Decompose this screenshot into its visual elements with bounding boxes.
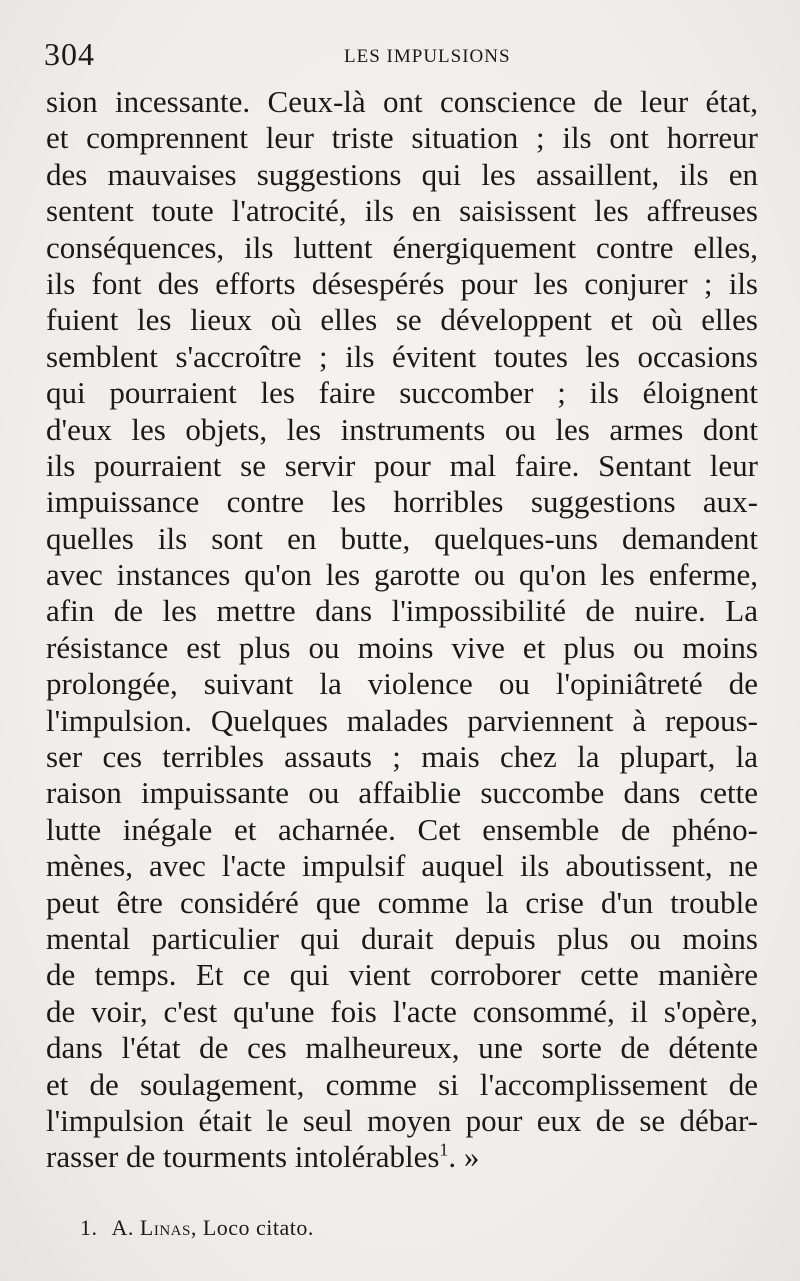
text-line: sentent toute l'atrocité, ils en saisissent les affreuses <box>46 193 758 229</box>
text-line: l'impulsion. Quelques malades parviennent à repous- <box>46 702 758 738</box>
text-line: ils pourraient se servir pour mal faire. Sentant leur <box>46 447 758 483</box>
text-line: ser ces terribles assauts ; mais chez la plupart, la <box>46 739 758 775</box>
footnote <box>80 1215 314 1241</box>
text-line: d'eux les objets, les instruments ou les armes dont <box>46 411 758 447</box>
text-line: conséquences, ils luttent énergiquement contre elles, <box>46 229 758 265</box>
text-line: prolongée, suivant la violence ou l'opiniâtreté de <box>46 666 758 702</box>
closing-quote: . » <box>448 1139 480 1175</box>
footnote-reference[interactable]: 1 <box>439 1140 449 1160</box>
text-line: quelles ils sont en butte, quelques-uns demandent <box>46 520 758 556</box>
page-header <box>44 30 756 80</box>
body-text <box>46 84 758 1176</box>
text-line: dans l'état de ces malheureux, une sorte de détente <box>46 1030 758 1066</box>
footnote-text: Loco citato. <box>202 1215 314 1240</box>
text-line: sion incessante. Ceux-là ont conscience de leur état, <box>46 84 758 119</box>
page-number: 304 <box>44 36 95 72</box>
text-line: semblent s'accroître ; ils évitent toutes les occasions <box>46 338 758 374</box>
text-line: résistance est plus ou moins vive et plus ou moins <box>46 629 758 665</box>
text-line: mental particulier qui durait depuis plus ou moins <box>46 920 758 956</box>
text-line: raison impuissante ou affaiblie succombe dans cette <box>46 775 758 811</box>
text-line: des mauvaises suggestions qui les assaillent, ils en <box>46 156 758 192</box>
text-line: mènes, avec l'acte impulsif auquel ils aboutissent, ne <box>46 848 758 884</box>
text-line: ils font des efforts désespérés pour les conjurer ; ils <box>46 265 758 301</box>
text-line: fuient les lieux où elles se développent et où elles <box>46 302 758 338</box>
text-line: avec instances qu'on les garotte ou qu'on les enferme, <box>46 557 758 593</box>
text-line: lutte inégale et acharnée. Cet ensemble de phéno- <box>46 811 758 847</box>
text-line: afin de les mettre dans l'impossibilité de nuire. La <box>46 593 758 629</box>
text-line: et comprennent leur triste situation ; ils ont horreur <box>46 120 758 156</box>
footnote-number: 1. <box>80 1215 98 1240</box>
running-title: LES IMPULSIONS <box>344 46 511 67</box>
text-line: de temps. Et ce qui vient corroborer cette manière <box>46 957 758 993</box>
text-line: qui pourraient les faire succomber ; ils éloignent <box>46 375 758 411</box>
text-line: et de soulagement, comme si l'accomplissement de <box>46 1066 758 1102</box>
footnote-author: A. Linas, <box>111 1215 197 1240</box>
text-line-last <box>46 1139 758 1175</box>
text-line: l'impulsion était le seul moyen pour eux de se débar- <box>46 1102 758 1138</box>
last-line-text: rasser de tourments intolérables <box>46 1139 440 1175</box>
text-line: peut être considéré que comme la crise d'un trouble <box>46 884 758 920</box>
text-line: de voir, c'est qu'une fois l'acte consommé, il s'opère, <box>46 993 758 1029</box>
text-line: impuissance contre les horribles suggestions aux- <box>46 484 758 520</box>
